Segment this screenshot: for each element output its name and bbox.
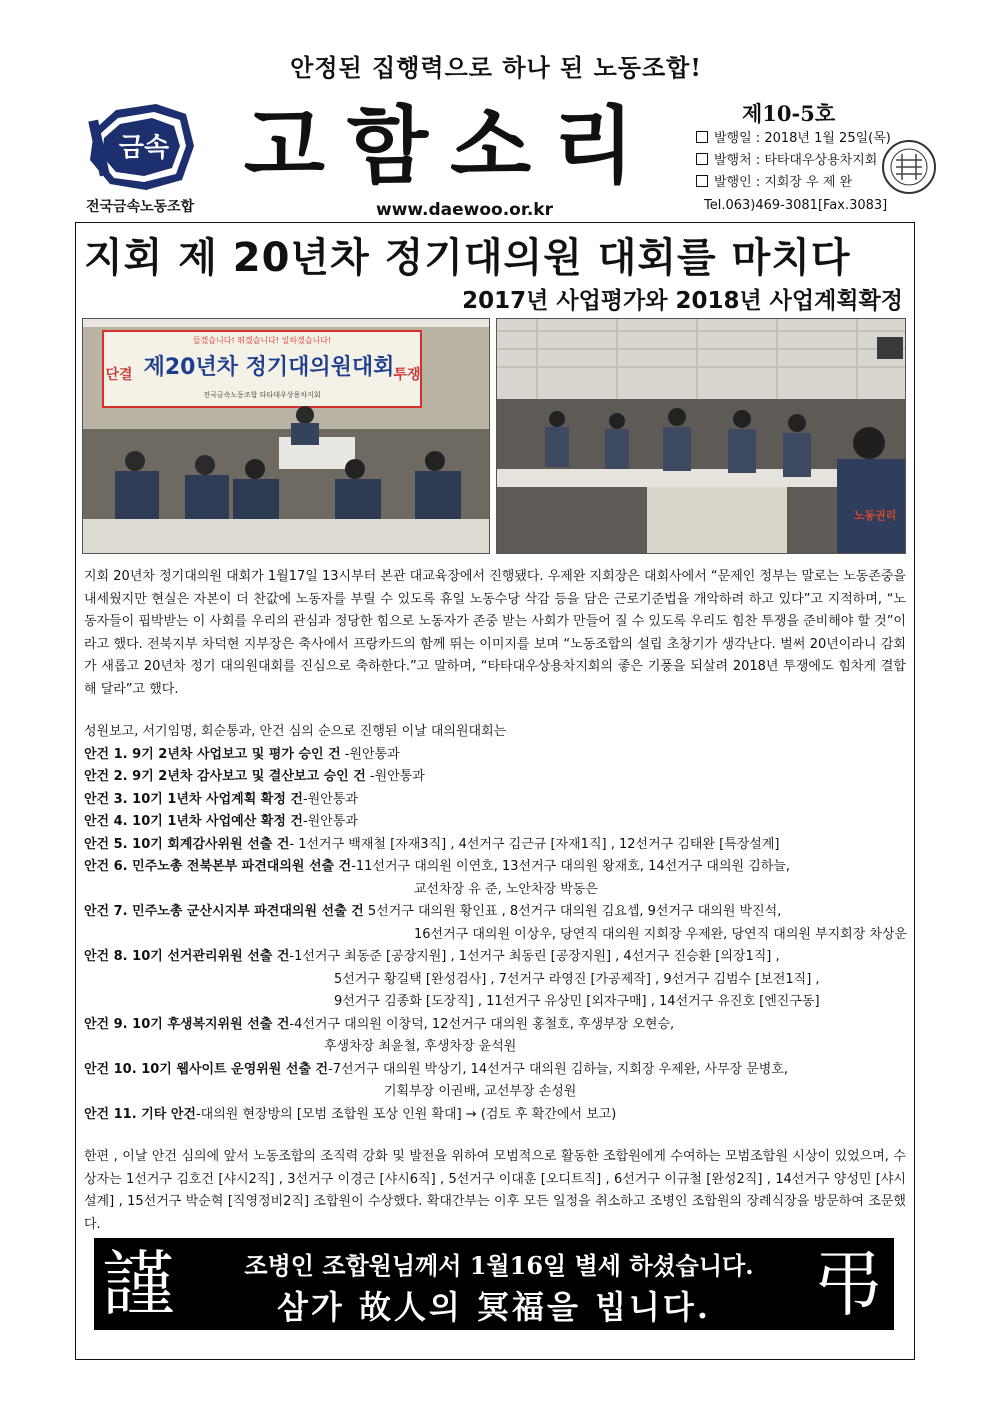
agenda-item	[84, 1104, 906, 1127]
notice-right-char: 弔	[811, 1242, 884, 1326]
slogan: 안정된 집행력으로 하나 된 노동조합!	[290, 53, 702, 82]
agenda-item-continuation: 후생차장 최윤철, 후생차장 윤석원	[324, 1039, 517, 1054]
intro-paragraph: 지회 20년차 정기대의원 대회가 1월17일 13시부터 본관 대교육장에서 진행됐다. 우제완 지회장은 대회사에서 “문제인 정부는 말로는 노동존중을 내세웠지만 현실은 자본이 더 찬값에 노동자를 부릴 수 있도록 휴일 노동수당 삭감 등을 담은 근로기준법을 개악하려 하고 있다”고 지적하며, “노동자들이 핍박받는 이 사회를 우리의 관심과 정당한 힘으로 노동자가 존중 받는 사회가 만들어 질 수 있도록 우리도 힘찬 투쟁을 준비해야 할 것”이라고 했다. 전북지부 차덕현 지부장은 축사에서 프랑카드의 함께 뛰는 이미지를 보며 “노동조합의 설립 초창기가 생각난다. 벌써 20년이라니 감회가 새롭고 20년차 정기 대의원대회를 진심으로 축하한다.”고 말하며, “타타대우상용차지회의 좋은 기풍을 되살려 2018년 투쟁에도 힘차게 결합해 달라”고 했다.	[84, 569, 906, 697]
notice-left-char: 謹	[102, 1242, 175, 1326]
agenda-item	[84, 789, 906, 812]
article-body	[84, 566, 906, 1236]
agenda-item-title: 안건 11. 기타 안건	[84, 1106, 196, 1122]
agenda-item-continuation: 교선차장 유 준, 노안차장 박동은	[414, 881, 598, 897]
agenda-item	[84, 811, 906, 834]
photo-delegates-standing	[496, 318, 906, 554]
agenda-item	[84, 1014, 906, 1037]
agenda-item-title: 안건 2. 9기 2년차 감사보고 및 결산보고 승인 건	[84, 769, 366, 784]
vest-text: 노동권리	[853, 509, 897, 522]
agenda-item-title: 안건 6. 민주노총 전북본부 파견대의원 선출 건	[84, 859, 352, 874]
banner-title-text: 제20년차 정기대의원대회	[143, 355, 395, 380]
agenda-item-title: 안건 1. 9기 2년차 사업보고 및 평가 승인 건	[84, 746, 341, 762]
agenda-item-continuation: 5선거구 황길택 [완성검사] , 7선거구 라영진 [가공제작] , 9선거구 김범수 [보전1직] ,	[334, 971, 820, 987]
website-link[interactable]: www.daewoo.or.kr	[376, 200, 553, 220]
notice-line1: 조병인 조합원님께서 1월16일 별세 하셨습니다.	[244, 1251, 754, 1280]
agenda-item-detail: - 1선거구 백재철 [자재3직] , 4선거구 김근규 [자재1직] , 12선거구 김태완 [특장설계]	[289, 836, 780, 852]
notice-line2: 삼가 故人의 冥福을 빕니다.	[277, 1288, 711, 1326]
meta-publisher	[696, 150, 891, 172]
agenda-item-detail: -원안통과	[340, 746, 400, 762]
agenda-item-detail: 5선거구 대의원 황인표 , 8선거구 대의원 김요셉, 9선거구 대의원 박진석,	[363, 904, 782, 919]
agenda-item-continuation: 기획부장 이권배, 교선부장 손성원	[384, 1084, 577, 1099]
agenda-item	[84, 946, 906, 969]
official-seal	[880, 138, 938, 196]
banner-top-text: 들겠습니다! 뛰겠습니다! 일하겠습니다!	[192, 336, 332, 345]
headline: 지회 제 20년차 정기대의원 대회를 마치다	[84, 235, 851, 281]
agenda-item-title: 안건 7. 민주노총 군산시지부 파견대의원 선출 건	[84, 904, 364, 919]
agenda-item	[84, 766, 906, 789]
agenda-list	[84, 744, 906, 1127]
agenda-item-detail: -원안통과	[302, 814, 358, 829]
closing-paragraph: 한편 , 이날 안건 심의에 앞서 노동조합의 조직력 강화 및 발전을 위하여 모범적으로 활동한 조합원에게 수여하는 모범조합원 시상이 있었으며, 수상자는 1선거구 김호건 [샤시2직] , 3선거구 이경근 [샤시6직] , 5선거구 이대훈 [오디트직] , 6선거구 이규철 [완성2직] , 14선거구 양성민 [샤시설계] , 15선거구 박순혁 [직영정비2직] 조합원이 수상했다. 확대간부는 이후 모든 일정을 취소하고 조병인 조합원의 장례식장을 방문하여 조문했다.	[84, 1149, 906, 1232]
agenda-item-detail: -원안통과	[365, 769, 425, 784]
agenda-item	[84, 744, 906, 767]
logo-text: 금속	[118, 133, 170, 163]
photo-meeting-stage	[82, 318, 490, 554]
issue-number: 제10-5호	[742, 101, 836, 126]
agenda-item	[84, 1059, 906, 1082]
meta-editor-text: 발행인 : 지회장 우 제 완	[714, 175, 853, 190]
agenda-item	[84, 834, 906, 857]
meta-editor	[696, 172, 891, 194]
condolence-notice	[94, 1238, 894, 1330]
agenda-intro: 성원보고, 서기임명, 회순통과, 안건 심의 순으로 진행된 이날 대의원대회는	[84, 724, 507, 739]
subheadline: 2017년 사업평가와 2018년 사업계획확정	[462, 288, 903, 314]
agenda-item-detail: -대의원 현장방의 [모범 조합원 포상 인원 확대] → (검토 후 확간에서 보고)	[195, 1106, 617, 1122]
banner-left-text: 단결	[105, 367, 133, 383]
agenda-item-detail: -4선거구 대의원 이창덕, 12선거구 대의원 홍철호, 후생부장 오현승,	[289, 1016, 675, 1032]
agenda-item-title: 안건 3. 10기 1년차 사업계획 확정 건	[84, 791, 303, 807]
union-name: 전국금속노동조합	[86, 199, 195, 215]
agenda-item-title: 안건 10. 10기 웹사이트 운영위원 선출 건	[84, 1061, 329, 1077]
agenda-item-detail: -원안통과	[302, 791, 358, 807]
agenda-item-title: 안건 4. 10기 1년차 사업예산 확정 건	[84, 814, 303, 829]
masthead-title: 고함소리	[243, 96, 657, 195]
agenda-item-title: 안건 5. 10기 회계감사위원 선출 건	[84, 836, 290, 852]
agenda-item	[84, 901, 906, 924]
agenda-item-detail: -1선거구 최동준 [공장지원] , 1선거구 최동린 [공장지원] , 4선거구 진승환 [의장1직] ,	[289, 949, 780, 964]
banner-sub-text: 전국금속노동조합 타타대우상용차지회	[203, 391, 321, 399]
agenda-item-title: 안건 8. 10기 선거관리위원 선출 건	[84, 949, 290, 964]
meta-publisher-text: 발행처 : 타타대우상용차지회	[714, 153, 878, 168]
meta-date-text: 발행일 : 2018년 1월 25일(목)	[714, 131, 891, 146]
agenda-item	[84, 856, 906, 879]
agenda-item-detail: -7선거구 대의원 박상기, 14선거구 대의원 김하늘, 지회장 우제완, 사무장 문병호,	[328, 1061, 789, 1077]
union-logo	[86, 100, 198, 192]
agenda-item-title: 안건 9. 10기 후생복지위원 선출 건	[84, 1016, 290, 1032]
publication-meta	[696, 128, 891, 194]
agenda-item-detail: -11선거구 대의원 이연호, 13선거구 대의원 왕재호, 14선거구 대의원 김하늘,	[351, 859, 791, 874]
contact-info: Tel.063)469-3081[Fax.3083]	[704, 198, 888, 213]
agenda-item-continuation: 16선거구 대의원 이상우, 당연직 대의원 지회장 우제완, 당연직 대의원 부지회장 차상운	[414, 926, 908, 942]
meta-date	[696, 128, 891, 150]
agenda-item-continuation: 9선거구 김종화 [도장직] , 11선거구 유상민 [외자구매] , 14선거구 유진호 [엔진구동]	[334, 994, 820, 1009]
banner-right-text: 투쟁	[393, 367, 421, 383]
